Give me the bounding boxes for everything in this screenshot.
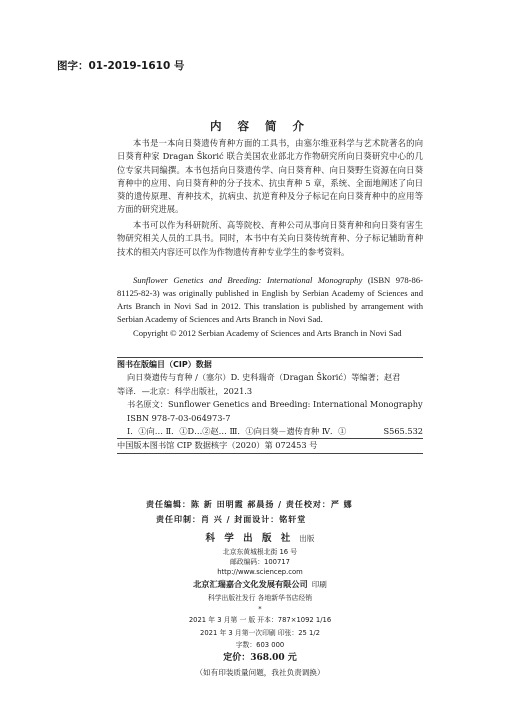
printer-suffix: 印刷 xyxy=(311,580,327,589)
english-note-body: (ISBN 978-86-81125-82-3) was originally published in English by Serbian Academy of Sciences and Arts Branch in Novi Sad in 2012. This translation is published by arrangement with Serbian Academy of Sciences and Arts Branch in Novi Sad. xyxy=(117,275,423,324)
credits-line-2: 责任印制：肖 兴 / 封面设计：铭轩堂 xyxy=(156,513,307,524)
copyright-text: Copyright © 2012 Serbian Academy of Sciences and Arts Branch in Novi Sad xyxy=(133,328,402,338)
publisher-name-line xyxy=(0,531,520,547)
publisher-name: 科 学 出 版 社 xyxy=(205,533,294,544)
publisher-postcode: 邮政编码：100717 xyxy=(230,558,290,566)
printer-name: 北京汇瑞嘉合文化发展有限公司 xyxy=(193,579,308,589)
english-title: Sunflower Genetics and Breeding: International Monography xyxy=(133,275,363,285)
cip-number: 中国版本图书馆 CIP 数据核字（2020）第 072453 号 xyxy=(117,440,318,451)
cip-isbn: ISBN 978-7-03-064973-7 xyxy=(127,412,231,423)
edition-line: 2021 年 3 月第 一 版 开本：787×1092 1/16 xyxy=(188,616,332,625)
price: 定价：368.00 元 xyxy=(223,653,297,664)
copyright-line xyxy=(117,327,423,340)
paragraph-text: 本书可以作为科研院所、高等院校、育种公司从事向日葵育种和向日葵有害生物研究相关人员的工具书。同时，本书中有关向日葵传统育种、分子标记辅助育种技术的相关内容还可以作为作物遗传育种专业学生的参考资料。 xyxy=(117,220,423,257)
summary-title: 内 容 简 介 xyxy=(209,119,310,133)
distribution-line: 科学出版社发行 各地新华书店经销 xyxy=(207,594,313,602)
cip-class-right: S565.532 xyxy=(383,425,423,436)
english-note xyxy=(117,274,423,326)
registration-number: 图字：01-2019-1610 号 xyxy=(57,60,185,72)
cip-line: 书名原文：Sunflower Genetics and Breeding: International Monography xyxy=(127,399,423,410)
publisher-url: http://www.sciencep.com xyxy=(217,568,303,576)
publisher-name-suffix: 出版 xyxy=(299,534,315,543)
cip-block xyxy=(117,357,423,454)
publisher-block xyxy=(0,531,520,680)
english-note-text xyxy=(117,274,423,326)
cip-classification xyxy=(117,425,423,438)
summary-paragraph-1 xyxy=(117,137,423,217)
cip-bottom-rule xyxy=(117,453,423,454)
paragraph-text: 本书是一本向日葵遗传育种方面的工具书，由塞尔维亚科学与艺术院著名的向日葵育种家 Dragan Škorić 联合美国农业部北方作物研究所向日葵研究中心的几位专家共同编撰。本书包括向日葵遗传学、向日葵育种、向日葵野生资源在向日葵育种中的应用、向日葵育种的分子技术、抗虫育种 5 章，系统、全面地阐述了向日葵的遗传原理、育种技术，抗病虫、抗逆育种及分子标记在向日葵育种中的应用等方面的研究进展。 xyxy=(117,138,423,215)
cip-line: 等译．—北京：科学出版社，2021.3 xyxy=(117,385,253,396)
word-count: 字数：603 000 xyxy=(235,640,285,649)
cip-class-left: Ⅰ．①向… Ⅱ．①D…②赵… Ⅲ．①向日葵－遗传育种 Ⅳ．① xyxy=(127,425,347,436)
cip-heading: 图书在版编目（CIP）数据 xyxy=(117,360,212,369)
publisher-address: 北京东黄城根北街 16 号 xyxy=(222,548,298,556)
credits-line-1: 责任编辑：陈 新 田明霞 郝晨扬 / 责任校对：严 娜 xyxy=(146,499,353,509)
summary-paragraph-2 xyxy=(117,219,423,259)
editorial-credits xyxy=(146,497,353,526)
cip-line: 向日葵遗传与育种 /（塞尔）D. 史科瑞奇（Dragan Škorić）等编著；赵君 xyxy=(127,372,401,383)
separator-star: * xyxy=(258,605,262,614)
quality-notice: （如有印装质量问题，我社负责调换） xyxy=(195,668,325,678)
printing-line: 2021 年 3 月第一次印刷 印张：25 1/2 xyxy=(200,628,320,637)
printer-line xyxy=(0,577,520,592)
